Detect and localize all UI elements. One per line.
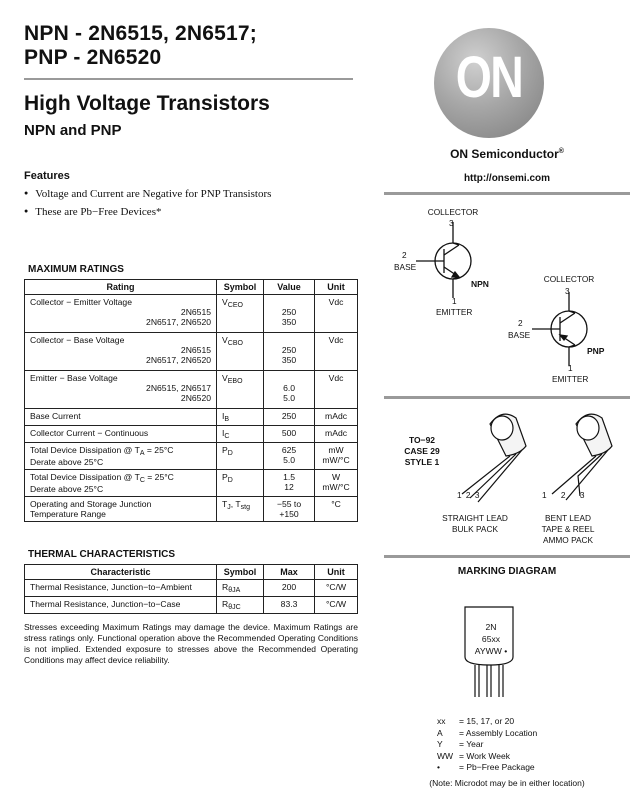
legend-value: = Year bbox=[459, 739, 484, 750]
feature-item: ● These are Pb−Free Devices* bbox=[24, 204, 271, 222]
legend-key: • bbox=[437, 762, 440, 773]
symbol-sub: D bbox=[227, 477, 233, 484]
pnp-pin-b: 2 bbox=[518, 318, 523, 328]
col-header: Value bbox=[264, 280, 315, 295]
npn-base-label: BASE bbox=[394, 262, 417, 272]
rating-sub: C bbox=[139, 477, 145, 484]
pnp-pin-e: 1 bbox=[568, 363, 573, 373]
col-header: Symbol bbox=[217, 565, 264, 580]
max-ratings-table bbox=[24, 279, 358, 522]
symbol: I bbox=[222, 411, 225, 421]
pnp-base-label: BASE bbox=[508, 330, 531, 340]
table-row bbox=[25, 443, 358, 470]
legend-row bbox=[437, 716, 543, 728]
symbol: T bbox=[222, 499, 228, 509]
unit: mAdc bbox=[315, 409, 358, 426]
pnp-emitter-label: EMITTER bbox=[552, 374, 589, 384]
features-list bbox=[24, 186, 271, 222]
transistor-schematics bbox=[384, 200, 630, 390]
symbol-sub: C bbox=[224, 433, 230, 440]
part-number-title bbox=[24, 22, 257, 70]
legend-row bbox=[437, 762, 543, 774]
pnp-collector-label: COLLECTOR bbox=[543, 274, 595, 284]
table-header-row bbox=[25, 280, 358, 295]
part-label: 2N6515 bbox=[180, 345, 212, 355]
npn-symbol bbox=[416, 222, 471, 298]
value: 6.0 bbox=[283, 383, 296, 393]
unit: Vdc bbox=[315, 295, 358, 333]
symbol-sub: EBO bbox=[227, 378, 243, 385]
symbol: V bbox=[222, 297, 228, 307]
symbol: P bbox=[222, 445, 228, 455]
symbol-sub: CBO bbox=[227, 340, 243, 347]
part-label: 2N6517, 2N6520 bbox=[146, 317, 212, 327]
table-row bbox=[25, 409, 358, 426]
rating-label: Temperature Range bbox=[30, 509, 106, 519]
package-label bbox=[396, 435, 448, 468]
right-rule bbox=[384, 192, 630, 195]
value: 500 bbox=[264, 426, 315, 443]
straight-pin-numbers: 1 2 3 bbox=[457, 490, 481, 500]
table-row bbox=[25, 497, 358, 522]
part-line-npn: NPN - 2N6515, 2N6517; bbox=[24, 22, 257, 45]
caption-line: STRAIGHT LEAD bbox=[442, 513, 508, 523]
header-rule bbox=[24, 78, 353, 80]
value: 350 bbox=[281, 317, 297, 327]
legend-row bbox=[437, 728, 543, 740]
value: 350 bbox=[281, 355, 297, 365]
rating-label: Collector − Base Voltage bbox=[30, 335, 125, 345]
unit: W bbox=[331, 472, 341, 482]
value: 12 bbox=[284, 482, 294, 492]
col-header: Rating bbox=[25, 280, 217, 295]
document-title: High Voltage Transistors bbox=[24, 92, 270, 115]
symbol-sub: D bbox=[227, 450, 233, 457]
bent-pin-numbers: 1 2 3 bbox=[542, 490, 591, 500]
rating-label: Derate above 25°C bbox=[30, 484, 104, 494]
legend-key: Y bbox=[437, 739, 443, 750]
stress-note: Stresses exceeding Maximum Ratings may damage the device. Maximum Ratings are stress ratings only. Functional operation above the Recommended Operating Conditions is not implied. Extended exposure to stresses above the Recommended Operating Conditions may affect device reliability. bbox=[24, 622, 358, 665]
unit: Vdc bbox=[315, 371, 358, 409]
package-line: CASE 29 bbox=[404, 446, 440, 456]
marking-line: 65xx bbox=[481, 634, 501, 644]
unit: mAdc bbox=[315, 426, 358, 443]
feature-item: ● Voltage and Current are Negative for PNP Transistors bbox=[24, 186, 271, 204]
characteristic: Thermal Resistance, Junction−to−Case bbox=[25, 597, 217, 614]
rating-label: Collector Current − Continuous bbox=[25, 426, 217, 443]
unit: °C bbox=[315, 497, 358, 522]
table-header-row bbox=[25, 565, 358, 580]
col-header: Unit bbox=[315, 280, 358, 295]
straight-lead-package bbox=[462, 414, 526, 502]
marking-legend bbox=[437, 716, 543, 774]
rating-label: Total Device Dissipation @ T bbox=[30, 472, 140, 482]
symbol: V bbox=[222, 335, 228, 345]
table-row bbox=[25, 333, 358, 371]
symbol-sub: J bbox=[227, 504, 231, 511]
unit: mW/°C bbox=[322, 455, 350, 465]
caption-line: AMMO PACK bbox=[542, 535, 594, 545]
rating-label: Collector − Emitter Voltage bbox=[30, 297, 132, 307]
rating-label: = 25°C bbox=[144, 445, 174, 455]
value: 250 bbox=[281, 345, 297, 355]
marking-line: AYWW • bbox=[474, 646, 508, 656]
right-rule bbox=[384, 396, 630, 399]
value: 5.0 bbox=[283, 455, 296, 465]
rating-label: Total Device Dissipation @ T bbox=[30, 445, 140, 455]
brand-name bbox=[384, 147, 630, 161]
npn-pin-c: 3 bbox=[449, 218, 454, 228]
symbol: V bbox=[222, 373, 228, 383]
legend-key: xx bbox=[437, 716, 446, 726]
part-label: 2N6515, 2N6517 bbox=[146, 383, 212, 393]
value: 250 bbox=[281, 307, 297, 317]
caption-line: BULK PACK bbox=[452, 524, 498, 534]
legend-value: = Pb−Free Package bbox=[459, 762, 535, 773]
symbol: R bbox=[222, 582, 229, 592]
rating-sub: A bbox=[139, 450, 145, 457]
table-row bbox=[25, 597, 358, 614]
legend-value: = 15, 17, or 20 bbox=[459, 716, 515, 726]
table-row bbox=[25, 371, 358, 409]
rating-label: Operating and Storage Junction bbox=[30, 499, 152, 509]
value: 250 bbox=[264, 409, 315, 426]
unit: Vdc bbox=[315, 333, 358, 371]
symbol-sub: stg bbox=[240, 504, 250, 511]
rating-label: Derate above 25°C bbox=[30, 457, 104, 467]
symbol: P bbox=[222, 472, 228, 482]
symbol-sub: B bbox=[224, 416, 230, 423]
brand-label: ON Semiconductor bbox=[450, 147, 559, 161]
unit: °C/W bbox=[315, 597, 358, 614]
legend-key: WW bbox=[437, 750, 454, 761]
table-row bbox=[25, 580, 358, 597]
pnp-type-label: PNP bbox=[587, 346, 605, 356]
features-heading: Features bbox=[24, 170, 70, 182]
npn-collector-label: COLLECTOR bbox=[427, 207, 479, 217]
bent-lead-package bbox=[552, 414, 612, 500]
thermal-table bbox=[24, 564, 358, 614]
value: 5.0 bbox=[283, 393, 296, 403]
col-header: Characteristic bbox=[25, 565, 217, 580]
table-row bbox=[25, 426, 358, 443]
value: 1.5 bbox=[283, 472, 296, 482]
rating-label: = 25°C bbox=[144, 472, 174, 482]
legend-row bbox=[437, 751, 543, 763]
marking-heading: MARKING DIAGRAM bbox=[457, 566, 557, 577]
col-header: Unit bbox=[315, 565, 358, 580]
caption-line: TAPE & REEL bbox=[541, 524, 595, 534]
col-header: Max bbox=[264, 565, 315, 580]
characteristic: Thermal Resistance, Junction−to−Ambient bbox=[25, 580, 217, 597]
pnp-symbol bbox=[532, 292, 587, 366]
unit: °C/W bbox=[315, 580, 358, 597]
part-label: 2N6517, 2N6520 bbox=[146, 355, 212, 365]
rating-label: Base Current bbox=[25, 409, 217, 426]
thermal-heading: THERMAL CHARACTERISTICS bbox=[28, 549, 176, 560]
package-line: TO−92 bbox=[408, 435, 436, 445]
symbol-sub: θJC bbox=[228, 604, 241, 611]
straight-lead-caption bbox=[432, 513, 518, 535]
caption-line: BENT LEAD bbox=[545, 513, 591, 523]
part-label: 2N6520 bbox=[180, 393, 212, 403]
registered-mark: ® bbox=[558, 148, 564, 155]
table-row bbox=[25, 470, 358, 497]
symbol: R bbox=[222, 599, 229, 609]
symbol: I bbox=[222, 428, 225, 438]
rating-label: Emitter − Base Voltage bbox=[30, 373, 118, 383]
marking-text bbox=[465, 621, 517, 657]
npn-type-label: NPN bbox=[471, 279, 489, 289]
symbol-sub: θJA bbox=[228, 587, 241, 594]
npn-pin-b: 2 bbox=[402, 250, 407, 260]
right-rule bbox=[384, 555, 630, 558]
unit: mW/°C bbox=[322, 482, 350, 492]
legend-key: A bbox=[437, 727, 443, 738]
legend-row bbox=[437, 739, 543, 751]
max-value: 200 bbox=[264, 580, 315, 597]
symbol: , T bbox=[230, 499, 241, 509]
col-header: Symbol bbox=[217, 280, 264, 295]
part-line-pnp: PNP - 2N6520 bbox=[24, 46, 162, 69]
document-subtitle: NPN and PNP bbox=[24, 122, 122, 139]
table-row bbox=[25, 295, 358, 333]
on-logo-text: ON bbox=[455, 45, 523, 110]
microdot-note: (Note: Microdot may be in either location) bbox=[429, 778, 585, 788]
value: 625 bbox=[281, 445, 297, 455]
npn-pin-e: 1 bbox=[452, 296, 457, 306]
max-value: 83.3 bbox=[264, 597, 315, 614]
legend-value: = Assembly Location bbox=[459, 727, 538, 738]
website-link[interactable]: http://onsemi.com bbox=[463, 173, 551, 184]
unit: mW bbox=[328, 445, 344, 455]
legend-value: = Work Week bbox=[459, 750, 510, 761]
bent-lead-caption bbox=[532, 513, 604, 546]
max-ratings-heading: MAXIMUM RATINGS bbox=[28, 264, 124, 275]
symbol-sub: CEO bbox=[227, 302, 243, 309]
package-line: STYLE 1 bbox=[404, 457, 440, 467]
marking-line: 2N bbox=[485, 622, 497, 632]
part-label: 2N6515 bbox=[180, 307, 212, 317]
value: −55 to +150 bbox=[264, 497, 315, 522]
pnp-pin-c: 3 bbox=[565, 286, 570, 296]
npn-emitter-label: EMITTER bbox=[436, 307, 473, 317]
